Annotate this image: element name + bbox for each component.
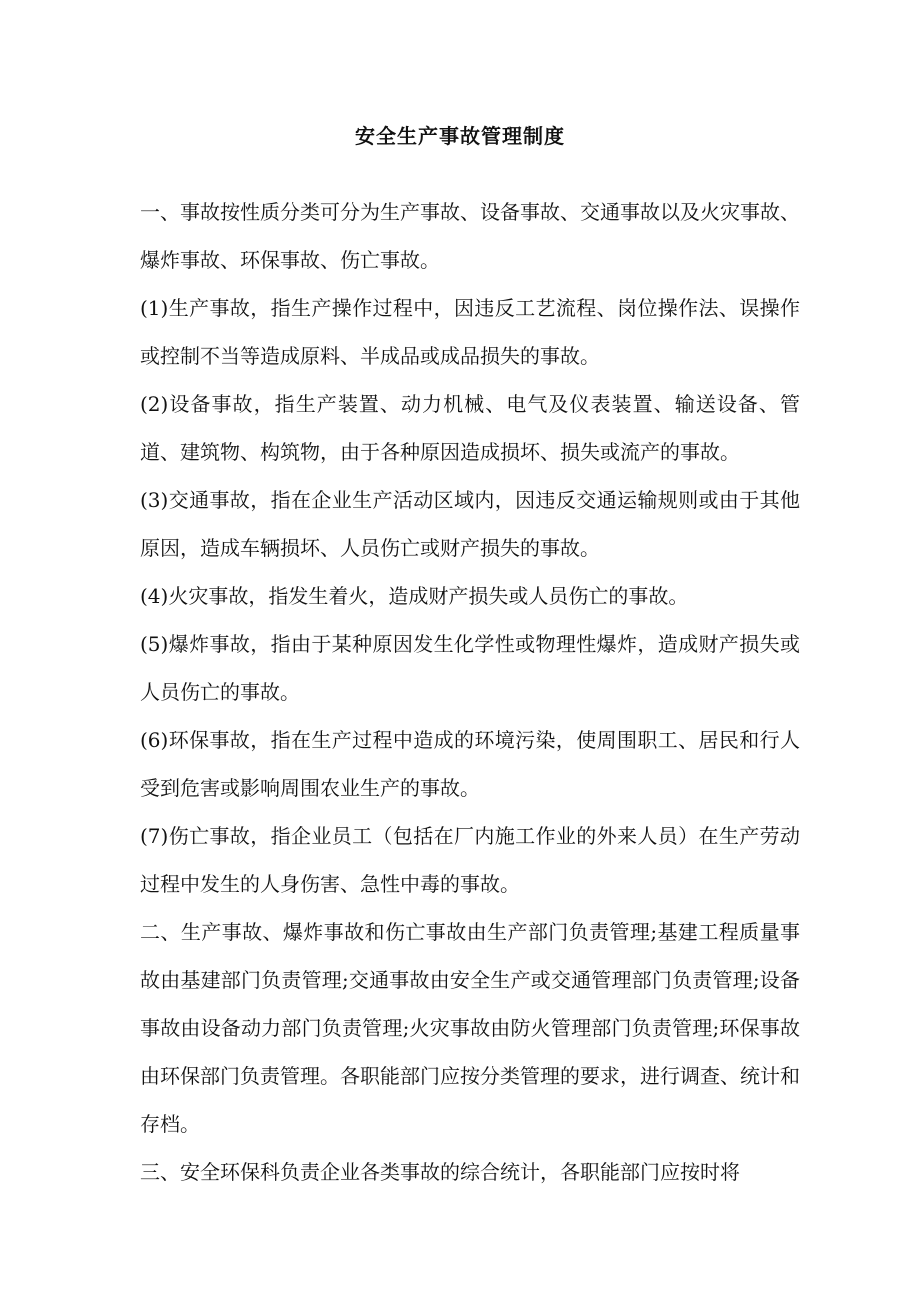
paragraph-department-responsibility: 二、生产事故、爆炸事故和伤亡事故由生产部门负责管理;基建工程质量事故由基建部门负责管理;交通事故由安全生产或交通管理部门负责管理;设备事故由设备动力部门负责管理;火灾事故由防火管理部门负责管理;环保事故由环保部门负责管理。各职能部门应按分类管理的要求，进行调查、统计和存档。 [140, 920, 800, 1136]
paragraph-environmental-accident: (6)环保事故，指在生产过程中造成的环境污染，使周围职工、居民和行人受到危害或影响周围农业生产的事故。 [140, 728, 800, 800]
document-body [140, 188, 800, 1196]
paragraph-accident-classification: 一、事故按性质分类可分为生产事故、设备事故、交通事故以及火灾事故、爆炸事故、环保事故、伤亡事故。 [140, 200, 800, 272]
paragraph-explosion-accident: (5)爆炸事故，指由于某种原因发生化学性或物理性爆炸，造成财产损失或人员伤亡的事故。 [140, 632, 800, 704]
paragraph-equipment-accident: (2)设备事故，指生产装置、动力机械、电气及仪表装置、输送设备、管道、建筑物、构筑物，由于各种原因造成损坏、损失或流产的事故。 [140, 392, 800, 464]
paragraph-traffic-accident: (3)交通事故，指在企业生产活动区域内，因违反交通运输规则或由于其他原因，造成车辆损坏、人员伤亡或财产损失的事故。 [140, 488, 800, 560]
paragraph-casualty-accident: (7)伤亡事故，指企业员工（包括在厂内施工作业的外来人员）在生产劳动过程中发生的人身伤害、急性中毒的事故。 [140, 824, 800, 896]
paragraph-production-accident: (1)生产事故，指生产操作过程中，因违反工艺流程、岗位操作法、误操作或控制不当等造成原料、半成品或成品损失的事故。 [140, 296, 800, 368]
paragraph-fire-accident: (4)火灾事故，指发生着火，造成财产损失或人员伤亡的事故。 [140, 584, 689, 608]
document-title: 安全生产事故管理制度 [355, 124, 565, 148]
paragraph-statistics: 三、安全环保科负责企业各类事故的综合统计，各职能部门应按时将 [140, 1160, 740, 1184]
